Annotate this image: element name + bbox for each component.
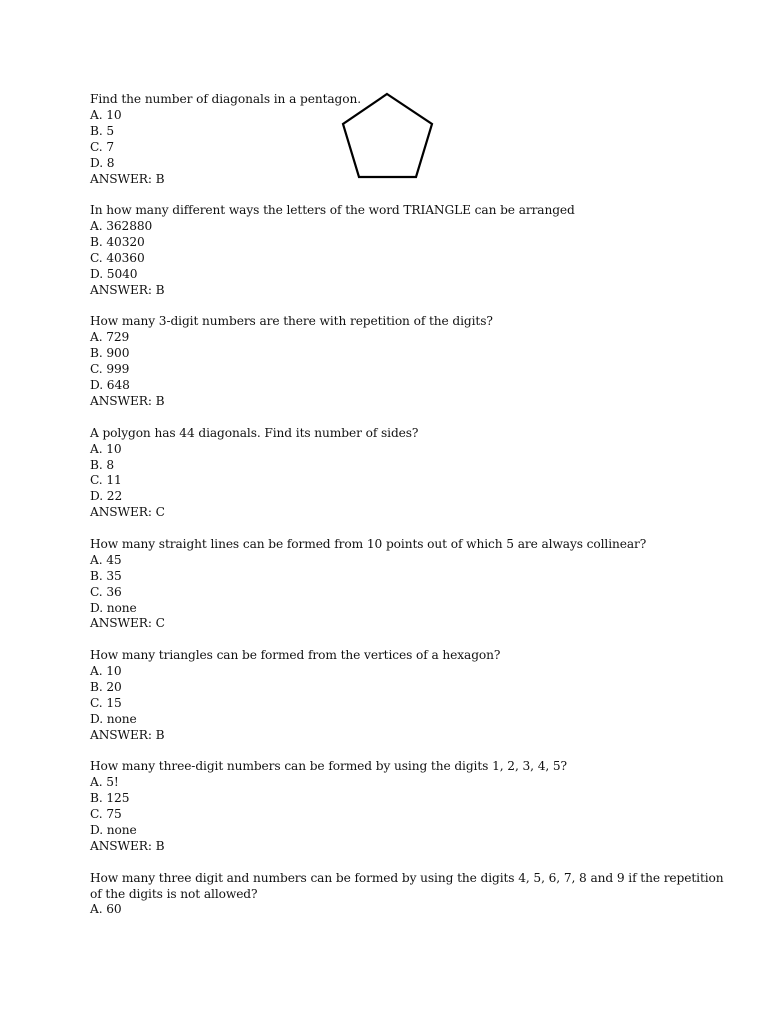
option-a: A. 10 <box>90 664 122 679</box>
question-8 <box>90 870 724 919</box>
question-text: How many straight lines can be formed from 10 points out of which 5 are always collinear? <box>90 536 647 551</box>
option-b: B. 8 <box>90 457 115 472</box>
option-a: A. 10 <box>90 107 122 122</box>
question-4 <box>90 426 690 521</box>
question-text: In how many different ways the letters of the word TRIANGLE can be arranged <box>90 203 575 218</box>
question-text: Find the number of diagonals in a pentagon. <box>90 92 362 106</box>
answer-line: ANSWER: B <box>90 282 165 297</box>
option-b: B. 900 <box>90 346 130 361</box>
pentagon-icon <box>340 91 436 181</box>
option-d: D. 22 <box>90 489 123 504</box>
option-a: A. 10 <box>90 441 122 456</box>
option-a: A. 5! <box>90 775 119 790</box>
question-text-line-1: How many three digit and numbers can be formed by using the digits 4, 5, 6, 7, 8 and 9 if the repetition <box>90 870 724 885</box>
question-list <box>90 92 724 934</box>
option-a: A. 362880 <box>90 219 153 234</box>
option-d: D. 8 <box>90 155 115 170</box>
pentagon-shape <box>343 94 432 177</box>
option-d: D. none <box>90 823 137 838</box>
option-d: D. none <box>90 600 137 615</box>
question-2 <box>90 203 690 298</box>
option-b: B. 125 <box>90 791 130 806</box>
option-c: C. 40360 <box>90 250 145 265</box>
question-text: A polygon has 44 diagonals. Find its number of sides? <box>90 425 419 440</box>
answer-line: ANSWER: B <box>90 727 165 742</box>
answer-line: ANSWER: B <box>90 838 165 853</box>
answer-line: ANSWER: C <box>90 505 165 520</box>
answer-line: ANSWER: B <box>90 394 165 408</box>
answer-line: ANSWER: C <box>90 616 165 631</box>
question-3 <box>90 314 690 409</box>
option-a: A. 45 <box>90 552 122 567</box>
option-c: C. 999 <box>90 362 130 377</box>
question-7 <box>90 759 690 854</box>
question-text: How many three-digit numbers can be formed by using the digits 1, 2, 3, 4, 5? <box>90 759 567 774</box>
answer-line: ANSWER: B <box>90 171 165 186</box>
option-c: C. 7 <box>90 139 114 154</box>
option-b: B. 35 <box>90 568 122 583</box>
option-b: B. 20 <box>90 679 122 694</box>
option-d: D. none <box>90 711 137 726</box>
question-text: How many 3-digit numbers are there with repetition of the digits? <box>90 314 493 329</box>
question-6 <box>90 648 690 743</box>
question-text: How many triangles can be formed from the vertices of a hexagon? <box>90 648 501 663</box>
question-text-line-2: of the digits is not allowed? <box>90 886 258 901</box>
option-b: B. 40320 <box>90 235 145 250</box>
option-d: D. 648 <box>90 378 130 393</box>
question-5 <box>90 537 690 632</box>
option-c: C. 36 <box>90 584 122 599</box>
option-c: C. 11 <box>90 473 122 488</box>
option-a: A. 729 <box>90 330 130 345</box>
option-a: A. 60 <box>90 902 122 917</box>
option-c: C. 75 <box>90 807 122 822</box>
option-c: C. 15 <box>90 695 122 710</box>
option-d: D. 5040 <box>90 266 138 281</box>
option-b: B. 5 <box>90 123 115 138</box>
